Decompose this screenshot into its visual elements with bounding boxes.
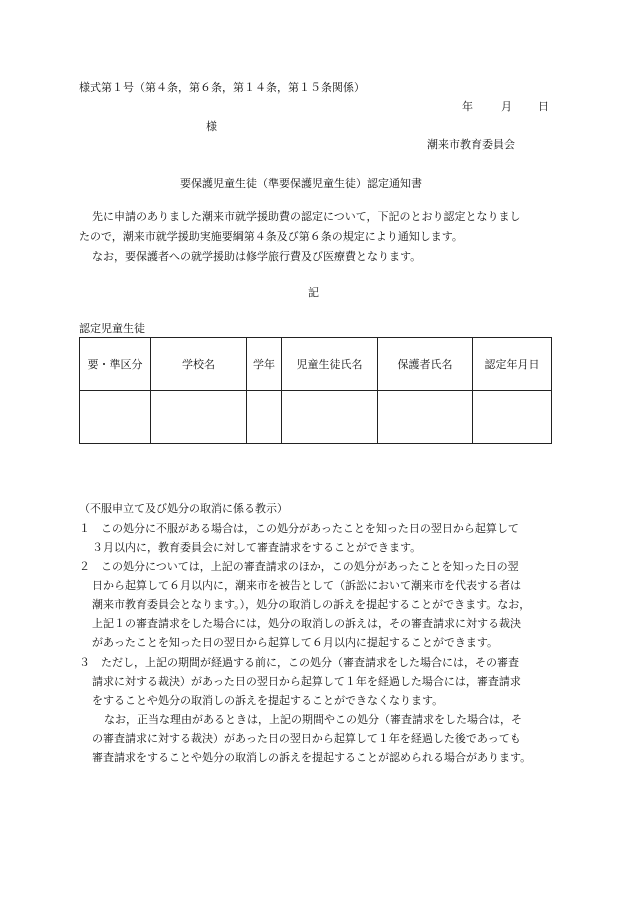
notice-item-2-line-3: 潮来市教育委員会となります。），処分の取消しの訴えを提起することができます。なお， xyxy=(92,598,531,611)
date-month: 月 xyxy=(501,100,512,113)
date-line xyxy=(462,100,549,114)
cell-certified-date xyxy=(473,391,552,444)
notice-item-3-line-2: 請求に対する裁決）があった日の翌日から起算して１年を経過した場合には，審査請求 xyxy=(92,675,521,688)
table-caption: 認定児童生徒 xyxy=(79,322,145,335)
notice-item-1-line-1: １ この処分に不服がある場合は，この処分があったことを知った日の翌日から起算して xyxy=(79,522,519,535)
table-header-row xyxy=(80,338,552,391)
addressee-suffix: 様 xyxy=(206,120,217,133)
col-header-school: 学校名 xyxy=(151,338,247,391)
notice-heading: （不服申立て及び処分の取消に係る教示） xyxy=(79,502,288,515)
notice-item-3-line-6: 審査請求をすることや処分の取消しの訴えを提起することが認められる場合があります。 xyxy=(92,751,532,764)
body-line-1: 先に申請のありました潮来市就学援助費の認定について，下記のとおり認定となりまし xyxy=(92,210,521,223)
ki-heading: 記 xyxy=(308,286,319,299)
form-number: 様式第１号（第４条，第６条，第１４条，第１５条関係） xyxy=(79,81,365,94)
notice-item-3-line-5: の審査請求に対する裁決）があった日の翌日から起算して１年を経過した後であっても xyxy=(92,732,521,745)
notice-item-2-line-2: 日から起算して６月以内に，潮来市を被告として（訴訟において潮来市を代表する者は xyxy=(92,579,521,592)
cell-grade xyxy=(247,391,282,444)
body-line-2: たので，潮来市就学援助実施要綱第４条及び第６条の規定により通知します。 xyxy=(79,230,463,243)
notice-item-3-line-1: ３ ただし，上記の期間が経過する前に，この処分（審査請求をした場合には，その審査 xyxy=(79,656,519,669)
col-header-student-name: 児童生徒氏名 xyxy=(282,338,378,391)
notice-item-2-line-1: ２ この処分については，上記の審査請求のほか，この処分があったことを知った日の翌 xyxy=(79,560,519,573)
date-year: 年 xyxy=(462,100,473,113)
certified-students-table xyxy=(79,337,552,444)
col-header-category: 要・準区分 xyxy=(80,338,151,391)
col-header-certified-date: 認定年月日 xyxy=(473,338,552,391)
cell-category xyxy=(80,391,151,444)
table-row xyxy=(80,391,552,444)
cell-student-name xyxy=(282,391,378,444)
body-line-3: なお，要保護者への就学援助は修学旅行費及び医療費となります。 xyxy=(92,250,422,263)
notice-item-3-line-3: をすることや処分の取消しの訴えを提起することができなくなります。 xyxy=(92,694,444,707)
cell-school xyxy=(151,391,247,444)
notice-item-2-line-5: があったことを知った日の翌日から起算して６月以内に提起することができます。 xyxy=(92,636,499,649)
notice-item-1-line-2: ３月以内に，教育委員会に対して審査請求をすることができます。 xyxy=(92,541,422,554)
date-day: 日 xyxy=(538,100,549,113)
cell-guardian-name xyxy=(378,391,473,444)
document-title: 要保護児童生徒（準要保護児童生徒）認定通知書 xyxy=(180,177,422,190)
notice-item-2-line-4: 上記１の審査請求をした場合には，処分の取消しの訴えは，その審査請求に対する裁決 xyxy=(92,617,521,630)
notice-item-3-line-4: なお，正当な理由があるときは，上記の期間やこの処分（審査請求をした場合は，そ xyxy=(104,713,522,726)
col-header-grade: 学年 xyxy=(247,338,282,391)
col-header-guardian-name: 保護者氏名 xyxy=(378,338,473,391)
issuer: 潮来市教育委員会 xyxy=(427,138,515,151)
